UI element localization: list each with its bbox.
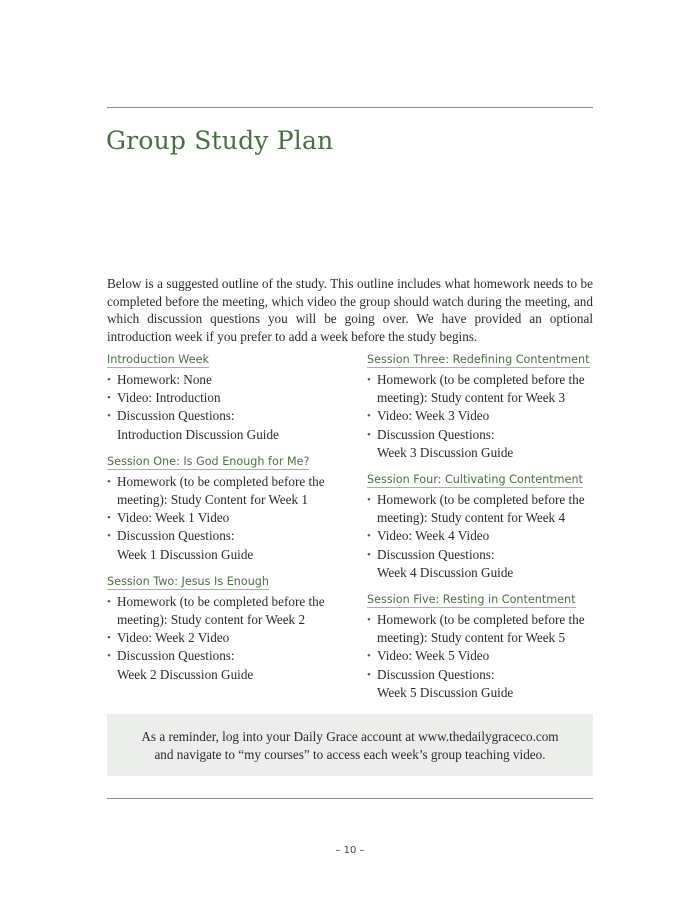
list-item-text: Discussion Questions:	[377, 546, 495, 562]
left-column	[107, 350, 337, 692]
bullet-icon: •	[107, 512, 111, 525]
bullet-icon: •	[367, 668, 371, 681]
list-item-text: Homework: None	[117, 372, 212, 387]
list-item	[367, 491, 597, 527]
right-column	[367, 350, 597, 710]
list-item-text: Homework (to be completed before the	[377, 492, 585, 508]
intro-paragraph: Below is a suggested outline of the study. This outline includes what homework needs to be completed before the meeting, which video the group should watch during the meeting, and which discussion questions you will be going over. We have provided an optional introduction week if you prefer to add a week before the study begins.	[107, 276, 593, 344]
session-two	[107, 572, 337, 684]
session-heading: Session Four: Cultivating Contentment	[367, 473, 583, 487]
session-heading: Introduction Week	[107, 353, 209, 366]
session-intro-week	[107, 350, 337, 444]
reminder-line-2: and navigate to “my courses” to access each week’s group teaching video.	[154, 746, 546, 762]
list-item-text: Homework (to be completed before the	[117, 593, 325, 609]
list-item	[107, 407, 337, 443]
list-item-text: Discussion Questions:	[117, 528, 235, 544]
list-item-text: meeting): Study content for Week 3	[377, 390, 566, 406]
session-item-list	[107, 473, 337, 564]
session-item-list	[367, 491, 597, 582]
bullet-icon: •	[107, 392, 111, 405]
page-number: – 10 –	[335, 845, 365, 856]
bullet-icon: •	[367, 548, 371, 561]
list-item-text: Discussion Questions:	[117, 408, 235, 424]
list-item-text: Week 4 Discussion Guide	[377, 564, 514, 580]
bullet-icon: •	[107, 530, 111, 543]
list-item	[367, 407, 597, 425]
list-item	[107, 527, 337, 563]
session-heading: Session Five: Resting in Contentment	[367, 593, 576, 607]
bullet-icon: •	[107, 374, 111, 386]
list-item-text: meeting): Study content for Week 4	[377, 510, 566, 526]
list-item	[107, 389, 337, 407]
reminder-box	[107, 714, 593, 776]
list-item-text: Video: Week 2 Video	[117, 630, 230, 646]
list-item	[107, 593, 337, 629]
bullet-icon: •	[367, 374, 371, 386]
list-item	[367, 426, 597, 462]
bullet-icon: •	[367, 410, 371, 423]
bullet-icon: •	[107, 650, 111, 663]
list-item-text: Discussion Questions:	[377, 666, 495, 682]
list-item	[367, 546, 597, 582]
list-item-text: meeting): Study content for Week 2	[117, 612, 306, 628]
bottom-divider	[107, 798, 593, 799]
list-item	[367, 666, 597, 702]
list-item-text: meeting): Study content for Week 5	[377, 630, 566, 646]
bullet-icon: •	[367, 494, 371, 507]
list-item	[367, 647, 597, 665]
session-item-list	[367, 611, 597, 702]
list-item-text: Homework (to be completed before the	[117, 473, 325, 489]
list-item	[107, 629, 337, 647]
list-item-text: Video: Week 1 Video	[117, 510, 230, 526]
list-item	[107, 371, 337, 389]
list-item-text: Week 1 Discussion Guide	[117, 546, 254, 562]
list-item-text: Discussion Questions:	[377, 426, 495, 442]
list-item	[107, 473, 337, 509]
session-four	[367, 470, 597, 582]
bullet-icon: •	[107, 632, 111, 645]
list-item-text: Video: Week 3 Video	[377, 408, 490, 424]
bullet-icon: •	[107, 595, 111, 608]
bullet-icon: •	[107, 475, 111, 488]
session-heading: Session One: Is God Enough for Me?	[107, 454, 310, 468]
list-item-text: Video: Week 5 Video	[377, 648, 490, 664]
list-item	[367, 371, 597, 407]
list-item	[367, 611, 597, 647]
list-item-text: Homework (to be completed before the	[377, 372, 585, 387]
list-item	[367, 527, 597, 545]
top-divider	[107, 107, 593, 108]
list-item-text: Week 3 Discussion Guide	[377, 444, 514, 460]
bullet-icon: •	[367, 650, 371, 663]
bullet-icon: •	[367, 530, 371, 543]
session-one	[107, 452, 337, 564]
list-item-text: Week 2 Discussion Guide	[117, 666, 254, 682]
page-title: Group Study Plan	[106, 126, 334, 155]
list-item	[107, 509, 337, 527]
list-item	[107, 647, 337, 683]
bullet-icon: •	[367, 614, 371, 627]
list-item-text: Week 5 Discussion Guide	[377, 684, 514, 700]
session-item-list	[107, 371, 337, 444]
session-heading: Session Two: Jesus Is Enough	[107, 574, 269, 588]
session-item-list	[367, 371, 597, 462]
bullet-icon: •	[367, 428, 371, 441]
session-five	[367, 590, 597, 702]
list-item-text: Homework (to be completed before the	[377, 612, 585, 628]
list-item-text: Video: Week 4 Video	[377, 528, 490, 544]
list-item-text: Video: Introduction	[117, 390, 221, 406]
reminder-line-1: As a reminder, log into your Daily Grace account at www.thedailygraceco.com	[141, 729, 559, 744]
bullet-icon: •	[107, 410, 111, 423]
session-heading: Session Three: Redefining Contentment	[367, 353, 590, 366]
session-item-list	[107, 593, 337, 684]
list-item-text: Discussion Questions:	[117, 648, 235, 664]
list-item-text: Introduction Discussion Guide	[117, 426, 279, 442]
list-item-text: meeting): Study Content for Week 1	[117, 492, 308, 508]
session-three	[367, 350, 597, 462]
